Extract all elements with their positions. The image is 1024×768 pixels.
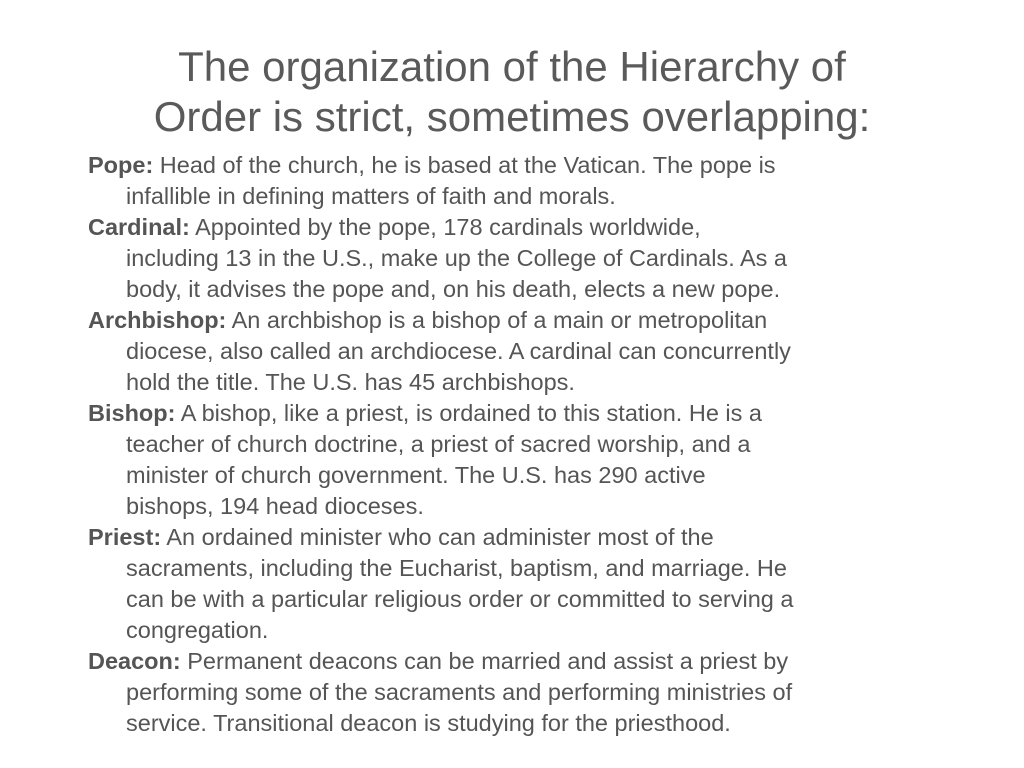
entry-text-line: service. Transitional deacon is studying for the priesthood. (126, 710, 731, 736)
entry-text-line: hold the title. The U.S. has 45 archbishops. (126, 369, 575, 395)
entry-first-line (88, 398, 948, 429)
entry-first-line (88, 305, 948, 336)
entry-term: Pope: (88, 152, 154, 178)
entry-text-line: body, it advises the pope and, on his death, elects a new pope. (126, 276, 781, 302)
hierarchy-entry-bishop (88, 398, 948, 522)
entry-text-line: can be with a particular religious order or committed to serving a (126, 586, 794, 612)
entry-text-line: sacraments, including the Eucharist, baptism, and marriage. He (126, 555, 787, 581)
entry-first-line (88, 212, 948, 243)
hierarchy-entry-deacon (88, 646, 948, 739)
entry-term: Cardinal: (88, 214, 190, 240)
entry-first-line (88, 150, 948, 181)
slide-title-line: Order is strict, sometimes overlapping: (153, 93, 871, 140)
entry-text: An ordained minister who can administer most of the (161, 524, 714, 550)
entry-text-line: performing some of the sacraments and performing ministries of (126, 679, 793, 705)
hierarchy-entry-pope (88, 150, 948, 212)
entry-text-line: bishops, 194 head dioceses. (126, 493, 424, 519)
entry-text: Permanent deacons can be married and assist a priest by (180, 648, 789, 674)
entry-text-line: teacher of church doctrine, a priest of sacred worship, and a (126, 431, 751, 457)
entry-first-line (88, 522, 948, 553)
entry-text: An archbishop is a bishop of a main or metropolitan (226, 307, 768, 333)
entry-text: Appointed by the pope, 178 cardinals worldwide, (189, 214, 701, 240)
entry-text-line: diocese, also called an archdiocese. A cardinal can concurrently (126, 338, 791, 364)
slide-title (80, 42, 944, 142)
entry-text-line: congregation. (126, 617, 269, 643)
entry-term: Archbishop: (88, 307, 227, 333)
entry-text-line: infallible in defining matters of faith and morals. (126, 183, 616, 209)
entry-text-line: including 13 in the U.S., make up the College of Cardinals. As a (126, 245, 787, 271)
entry-term: Priest: (88, 524, 162, 550)
hierarchy-list (88, 150, 948, 739)
entry-text: A bishop, like a priest, is ordained to this station. He is a (175, 400, 762, 426)
entry-text-line: minister of church government. The U.S. has 290 active (126, 462, 706, 488)
slide-title-line: The organization of the Hierarchy of (178, 43, 846, 90)
entry-text: Head of the church, he is based at the Vatican. The pope is (153, 152, 776, 178)
hierarchy-entry-priest (88, 522, 948, 646)
entry-first-line (88, 646, 948, 677)
entry-term: Bishop: (88, 400, 176, 426)
entry-term: Deacon: (88, 648, 181, 674)
hierarchy-entry-cardinal (88, 212, 948, 305)
hierarchy-entry-archbishop (88, 305, 948, 398)
